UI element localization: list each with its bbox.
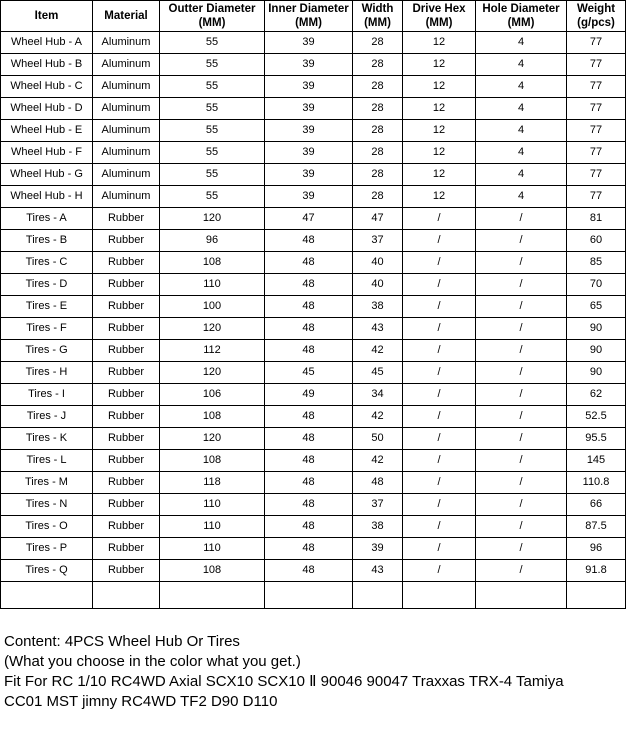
table-cell: Tires - P — [1, 538, 93, 560]
table-cell: 120 — [160, 208, 265, 230]
table-cell: 90 — [567, 340, 626, 362]
column-header-text: (MM) — [198, 17, 226, 29]
table-cell: / — [403, 428, 476, 450]
table-cell: 55 — [160, 120, 265, 142]
table-cell: 108 — [160, 252, 265, 274]
table-cell: 48 — [353, 472, 403, 494]
table-cell: / — [403, 252, 476, 274]
table-cell: 90 — [567, 362, 626, 384]
table-cell: / — [403, 516, 476, 538]
table-cell: / — [476, 318, 567, 340]
table-cell: 48 — [265, 560, 353, 582]
table-cell: Rubber — [93, 384, 160, 406]
table-cell: 106 — [160, 384, 265, 406]
table-row — [1, 98, 626, 120]
table-cell: Rubber — [93, 494, 160, 516]
empty-cell — [476, 582, 567, 609]
table-cell: 108 — [160, 406, 265, 428]
table-cell: 145 — [567, 450, 626, 472]
table-cell: / — [476, 428, 567, 450]
table-cell: 4 — [476, 76, 567, 98]
table-cell: 42 — [353, 450, 403, 472]
table-cell: 87.5 — [567, 516, 626, 538]
table-cell: 110 — [160, 494, 265, 516]
table-cell: Tires - Q — [1, 560, 93, 582]
table-cell: 55 — [160, 142, 265, 164]
table-cell: Rubber — [93, 406, 160, 428]
table-cell: 39 — [265, 32, 353, 54]
table-cell: 42 — [353, 406, 403, 428]
table-cell: Aluminum — [93, 142, 160, 164]
table-cell: 39 — [265, 120, 353, 142]
table-cell: 28 — [353, 142, 403, 164]
table-cell: 48 — [265, 538, 353, 560]
column-header-text: (MM) — [507, 17, 535, 29]
table-cell: 77 — [567, 98, 626, 120]
table-cell: 77 — [567, 54, 626, 76]
table-cell: Tires - G — [1, 340, 93, 362]
table-cell: 112 — [160, 340, 265, 362]
table-cell: 96 — [567, 538, 626, 560]
column-header-text: Width — [361, 3, 394, 15]
table-cell: 12 — [403, 164, 476, 186]
table-cell: 55 — [160, 98, 265, 120]
table-cell: 55 — [160, 76, 265, 98]
table-row — [1, 230, 626, 252]
table-cell: 28 — [353, 186, 403, 208]
table-cell: Wheel Hub - F — [1, 142, 93, 164]
table-cell: 108 — [160, 560, 265, 582]
table-cell: 28 — [353, 120, 403, 142]
note-line: Fit For RC 1/10 RC4WD Axial SCX10 SCX10 Ⅱ 90046 90047 Traxxas TRX-4 Tamiya — [4, 673, 564, 690]
table-cell: 48 — [265, 340, 353, 362]
table-row — [1, 538, 626, 560]
table-cell: Tires - O — [1, 516, 93, 538]
table-cell: 40 — [353, 274, 403, 296]
table-cell: 49 — [265, 384, 353, 406]
table-cell: 55 — [160, 164, 265, 186]
table-cell: Tires - C — [1, 252, 93, 274]
table-row — [1, 450, 626, 472]
table-cell: 77 — [567, 164, 626, 186]
table-cell: 4 — [476, 120, 567, 142]
product-note — [4, 632, 624, 712]
table-cell: Aluminum — [93, 120, 160, 142]
column-header-text: Drive Hex — [412, 3, 466, 15]
table-cell: Wheel Hub - C — [1, 76, 93, 98]
table-cell: 12 — [403, 54, 476, 76]
table-row — [1, 428, 626, 450]
column-header-text: (MM) — [364, 17, 391, 29]
table-cell: Rubber — [93, 296, 160, 318]
table-cell: Rubber — [93, 516, 160, 538]
table-cell: Rubber — [93, 428, 160, 450]
table-cell: 4 — [476, 54, 567, 76]
table-cell: 48 — [265, 406, 353, 428]
table-cell: / — [476, 208, 567, 230]
table-cell: 43 — [353, 560, 403, 582]
table-row — [1, 164, 626, 186]
table-cell: / — [403, 362, 476, 384]
table-cell: 4 — [476, 164, 567, 186]
table-cell: 65 — [567, 296, 626, 318]
table-cell: / — [476, 252, 567, 274]
table-cell: Rubber — [93, 274, 160, 296]
table-cell: 45 — [353, 362, 403, 384]
table-cell: Rubber — [93, 450, 160, 472]
table-cell: 39 — [265, 98, 353, 120]
table-cell: 110 — [160, 538, 265, 560]
table-cell: / — [403, 494, 476, 516]
table-cell: 100 — [160, 296, 265, 318]
table-cell: 120 — [160, 362, 265, 384]
empty-cell — [1, 582, 93, 609]
table-cell: Tires - D — [1, 274, 93, 296]
table-row — [1, 54, 626, 76]
table-row — [1, 560, 626, 582]
table-cell: 55 — [160, 186, 265, 208]
table-cell: 48 — [265, 296, 353, 318]
table-cell: 120 — [160, 318, 265, 340]
table-row — [1, 208, 626, 230]
table-cell: 12 — [403, 142, 476, 164]
table-row — [1, 362, 626, 384]
table-cell: / — [476, 516, 567, 538]
table-cell: / — [476, 230, 567, 252]
table-cell: 118 — [160, 472, 265, 494]
table-cell: Tires - H — [1, 362, 93, 384]
table-cell: / — [476, 406, 567, 428]
table-cell: Aluminum — [93, 54, 160, 76]
table-cell: 42 — [353, 340, 403, 362]
table-cell: 39 — [353, 538, 403, 560]
table-cell: 39 — [265, 54, 353, 76]
table-cell: 110 — [160, 516, 265, 538]
table-row — [1, 384, 626, 406]
table-row — [1, 76, 626, 98]
column-header-text: (MM) — [425, 17, 453, 29]
column-header-text: (MM) — [295, 17, 322, 29]
table-cell: / — [476, 274, 567, 296]
table-cell: 4 — [476, 142, 567, 164]
empty-cell — [265, 582, 353, 609]
column-header-text: (g/pcs) — [577, 17, 615, 29]
table-cell: / — [403, 538, 476, 560]
table-cell: 38 — [353, 516, 403, 538]
table-cell: Wheel Hub - A — [1, 32, 93, 54]
table-cell: 4 — [476, 186, 567, 208]
table-cell: 37 — [353, 494, 403, 516]
table-cell: 70 — [567, 274, 626, 296]
empty-cell — [403, 582, 476, 609]
column-header-text: Item — [34, 10, 59, 22]
table-cell: 120 — [160, 428, 265, 450]
table-cell: 39 — [265, 164, 353, 186]
table-cell: 77 — [567, 120, 626, 142]
table-cell: 48 — [265, 252, 353, 274]
table-cell: 77 — [567, 186, 626, 208]
table-cell: 60 — [567, 230, 626, 252]
table-cell: / — [403, 208, 476, 230]
empty-cell — [93, 582, 160, 609]
table-cell: / — [403, 274, 476, 296]
table-cell: Rubber — [93, 362, 160, 384]
table-cell: Tires - J — [1, 406, 93, 428]
table-cell: / — [476, 362, 567, 384]
table-cell: Wheel Hub - H — [1, 186, 93, 208]
table-cell: / — [476, 538, 567, 560]
column-header-text: Inner Diameter — [268, 3, 349, 15]
table-cell: / — [403, 318, 476, 340]
table-cell: Wheel Hub - B — [1, 54, 93, 76]
table-cell: 66 — [567, 494, 626, 516]
column-header-text: Weight — [576, 3, 616, 15]
table-cell: 28 — [353, 54, 403, 76]
table-cell: 48 — [265, 516, 353, 538]
table-cell: Rubber — [93, 340, 160, 362]
table-cell: 95.5 — [567, 428, 626, 450]
table-row — [1, 142, 626, 164]
table-cell: 12 — [403, 76, 476, 98]
table-row — [1, 252, 626, 274]
table-cell: 12 — [403, 32, 476, 54]
table-cell: 45 — [265, 362, 353, 384]
table-cell: 48 — [265, 450, 353, 472]
table-cell: 38 — [353, 296, 403, 318]
table-cell: Aluminum — [93, 32, 160, 54]
table-cell: 12 — [403, 186, 476, 208]
empty-row — [1, 582, 626, 609]
table-cell: / — [476, 494, 567, 516]
table-cell: Rubber — [93, 560, 160, 582]
table-cell: Tires - M — [1, 472, 93, 494]
empty-cell — [353, 582, 403, 609]
table-cell: / — [403, 560, 476, 582]
table-cell: / — [403, 230, 476, 252]
table-cell: 28 — [353, 32, 403, 54]
column-header — [93, 1, 160, 32]
table-row — [1, 186, 626, 208]
table-cell: Wheel Hub - E — [1, 120, 93, 142]
table-cell: 85 — [567, 252, 626, 274]
table-cell: 48 — [265, 230, 353, 252]
table-cell: 34 — [353, 384, 403, 406]
table-cell: 12 — [403, 120, 476, 142]
table-cell: 48 — [265, 428, 353, 450]
table-cell: / — [476, 472, 567, 494]
table-cell: Aluminum — [93, 164, 160, 186]
empty-cell — [567, 582, 626, 609]
table-cell: Aluminum — [93, 98, 160, 120]
table-cell: 39 — [265, 186, 353, 208]
table-cell: 37 — [353, 230, 403, 252]
column-header — [1, 1, 93, 32]
table-cell: 77 — [567, 142, 626, 164]
table-cell: / — [403, 472, 476, 494]
table-cell: 28 — [353, 76, 403, 98]
column-header — [265, 1, 353, 32]
table-row — [1, 340, 626, 362]
table-cell: / — [403, 450, 476, 472]
table-cell: Tires - I — [1, 384, 93, 406]
table-cell: 39 — [265, 142, 353, 164]
table-cell: 4 — [476, 32, 567, 54]
table-row — [1, 494, 626, 516]
table-cell: 55 — [160, 32, 265, 54]
column-header — [403, 1, 476, 32]
column-header — [567, 1, 626, 32]
table-cell: / — [476, 384, 567, 406]
table-cell: Rubber — [93, 318, 160, 340]
column-header-text: Material — [104, 10, 148, 22]
table-cell: 47 — [265, 208, 353, 230]
table-cell: 96 — [160, 230, 265, 252]
note-line: CC01 MST jimny RC4WD TF2 D90 D110 — [4, 693, 278, 710]
note-line: (What you choose in the color what you get.) — [4, 653, 301, 670]
table-cell: 90 — [567, 318, 626, 340]
table-cell: 48 — [265, 274, 353, 296]
table-cell: / — [476, 340, 567, 362]
table-cell: 48 — [265, 318, 353, 340]
table-cell: 43 — [353, 318, 403, 340]
table-cell: 47 — [353, 208, 403, 230]
table-cell: Rubber — [93, 230, 160, 252]
table-cell: Tires - K — [1, 428, 93, 450]
table-cell: Tires - B — [1, 230, 93, 252]
table-cell: Wheel Hub - G — [1, 164, 93, 186]
table-cell: 48 — [265, 494, 353, 516]
column-header — [353, 1, 403, 32]
table-cell: / — [403, 384, 476, 406]
table-cell: 55 — [160, 54, 265, 76]
table-cell: Tires - N — [1, 494, 93, 516]
table-cell: 52.5 — [567, 406, 626, 428]
table-row — [1, 516, 626, 538]
table-cell: 28 — [353, 98, 403, 120]
table-cell: 91.8 — [567, 560, 626, 582]
table-cell: / — [403, 296, 476, 318]
table-cell: / — [403, 406, 476, 428]
table-row — [1, 296, 626, 318]
header-row — [1, 1, 626, 32]
table-cell: 4 — [476, 98, 567, 120]
table-cell: 108 — [160, 450, 265, 472]
table-row — [1, 120, 626, 142]
table-body — [1, 32, 626, 609]
table-row — [1, 274, 626, 296]
table-cell: / — [476, 296, 567, 318]
table-cell: Rubber — [93, 208, 160, 230]
column-header — [160, 1, 265, 32]
table-row — [1, 472, 626, 494]
table-cell: Wheel Hub - D — [1, 98, 93, 120]
table-cell: 77 — [567, 76, 626, 98]
table-cell: Tires - E — [1, 296, 93, 318]
table-cell: / — [476, 560, 567, 582]
table-row — [1, 32, 626, 54]
empty-cell — [160, 582, 265, 609]
table-cell: Tires - A — [1, 208, 93, 230]
table-cell: 110.8 — [567, 472, 626, 494]
table-cell: 81 — [567, 208, 626, 230]
table-cell: Rubber — [93, 472, 160, 494]
table-cell: 48 — [265, 472, 353, 494]
column-header-text: Hole Diameter — [482, 3, 560, 15]
table-cell: 77 — [567, 32, 626, 54]
table-cell: / — [403, 340, 476, 362]
table-cell: 50 — [353, 428, 403, 450]
table-cell: 40 — [353, 252, 403, 274]
table-cell: 39 — [265, 76, 353, 98]
table-cell: Rubber — [93, 252, 160, 274]
table-cell: Aluminum — [93, 186, 160, 208]
table-cell: 110 — [160, 274, 265, 296]
table-row — [1, 406, 626, 428]
table-cell: Tires - F — [1, 318, 93, 340]
column-header-text: Outter Diameter — [168, 3, 256, 15]
table-cell: 12 — [403, 98, 476, 120]
column-header — [476, 1, 567, 32]
table-row — [1, 318, 626, 340]
table-cell: Aluminum — [93, 76, 160, 98]
table-cell: 28 — [353, 164, 403, 186]
table-cell: 62 — [567, 384, 626, 406]
note-line: Content: 4PCS Wheel Hub Or Tires — [4, 633, 240, 650]
table-cell: Tires - L — [1, 450, 93, 472]
table-cell: / — [476, 450, 567, 472]
table-cell: Rubber — [93, 538, 160, 560]
